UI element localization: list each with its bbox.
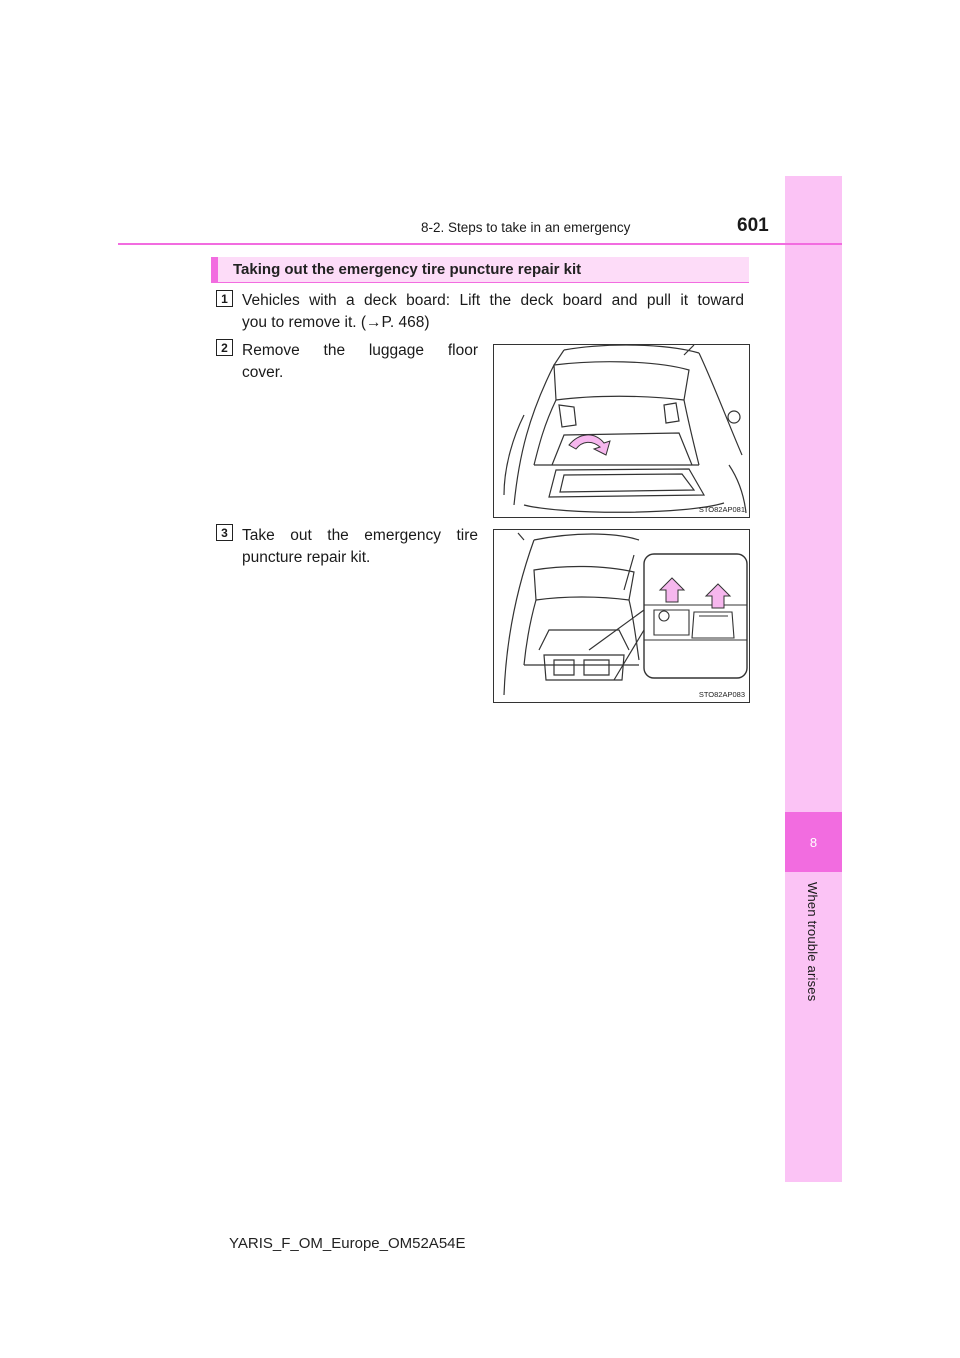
header-section-title: 8-2. Steps to take in an emergency <box>421 220 631 235</box>
chapter-side-tab <box>785 176 842 1182</box>
header-divider <box>118 243 842 245</box>
figure-repair-kit <box>493 529 750 703</box>
step-1-line-2: you to remove it. (→P. 468) <box>242 314 430 331</box>
lift-arrow-icon <box>569 435 610 455</box>
document-id: YARIS_F_OM_Europe_OM52A54E <box>229 1235 466 1252</box>
repair-kit-illustration <box>494 530 749 702</box>
figure-code: STO82AP081 <box>698 505 745 514</box>
step-2-line-2: cover. <box>242 364 284 381</box>
figure-code: STO82AP083 <box>698 690 745 699</box>
figure-luggage-floor-cover <box>493 344 750 518</box>
chapter-title: When trouble arises <box>805 882 820 1002</box>
page-number: 601 <box>737 215 769 236</box>
step-number-2: 2 <box>216 339 233 356</box>
step-2-line-1: Remove the luggage floor <box>242 342 478 359</box>
car-trunk-illustration <box>494 345 749 517</box>
step-3-text <box>242 525 478 569</box>
step-1-text <box>242 290 744 334</box>
step-2-text <box>242 340 478 384</box>
step-3-line-1: Take out the emergency tire <box>242 527 478 544</box>
chapter-number: 8 <box>785 812 842 872</box>
step-3-line-2: puncture repair kit. <box>242 549 371 566</box>
section-title-bar <box>211 257 749 283</box>
section-title: Taking out the emergency tire puncture repair kit <box>233 261 582 278</box>
step-1-line-1: Vehicles with a deck board: Lift the deck board and pull it toward <box>242 292 744 309</box>
step-number-1: 1 <box>216 290 233 307</box>
step-number-3: 3 <box>216 524 233 541</box>
